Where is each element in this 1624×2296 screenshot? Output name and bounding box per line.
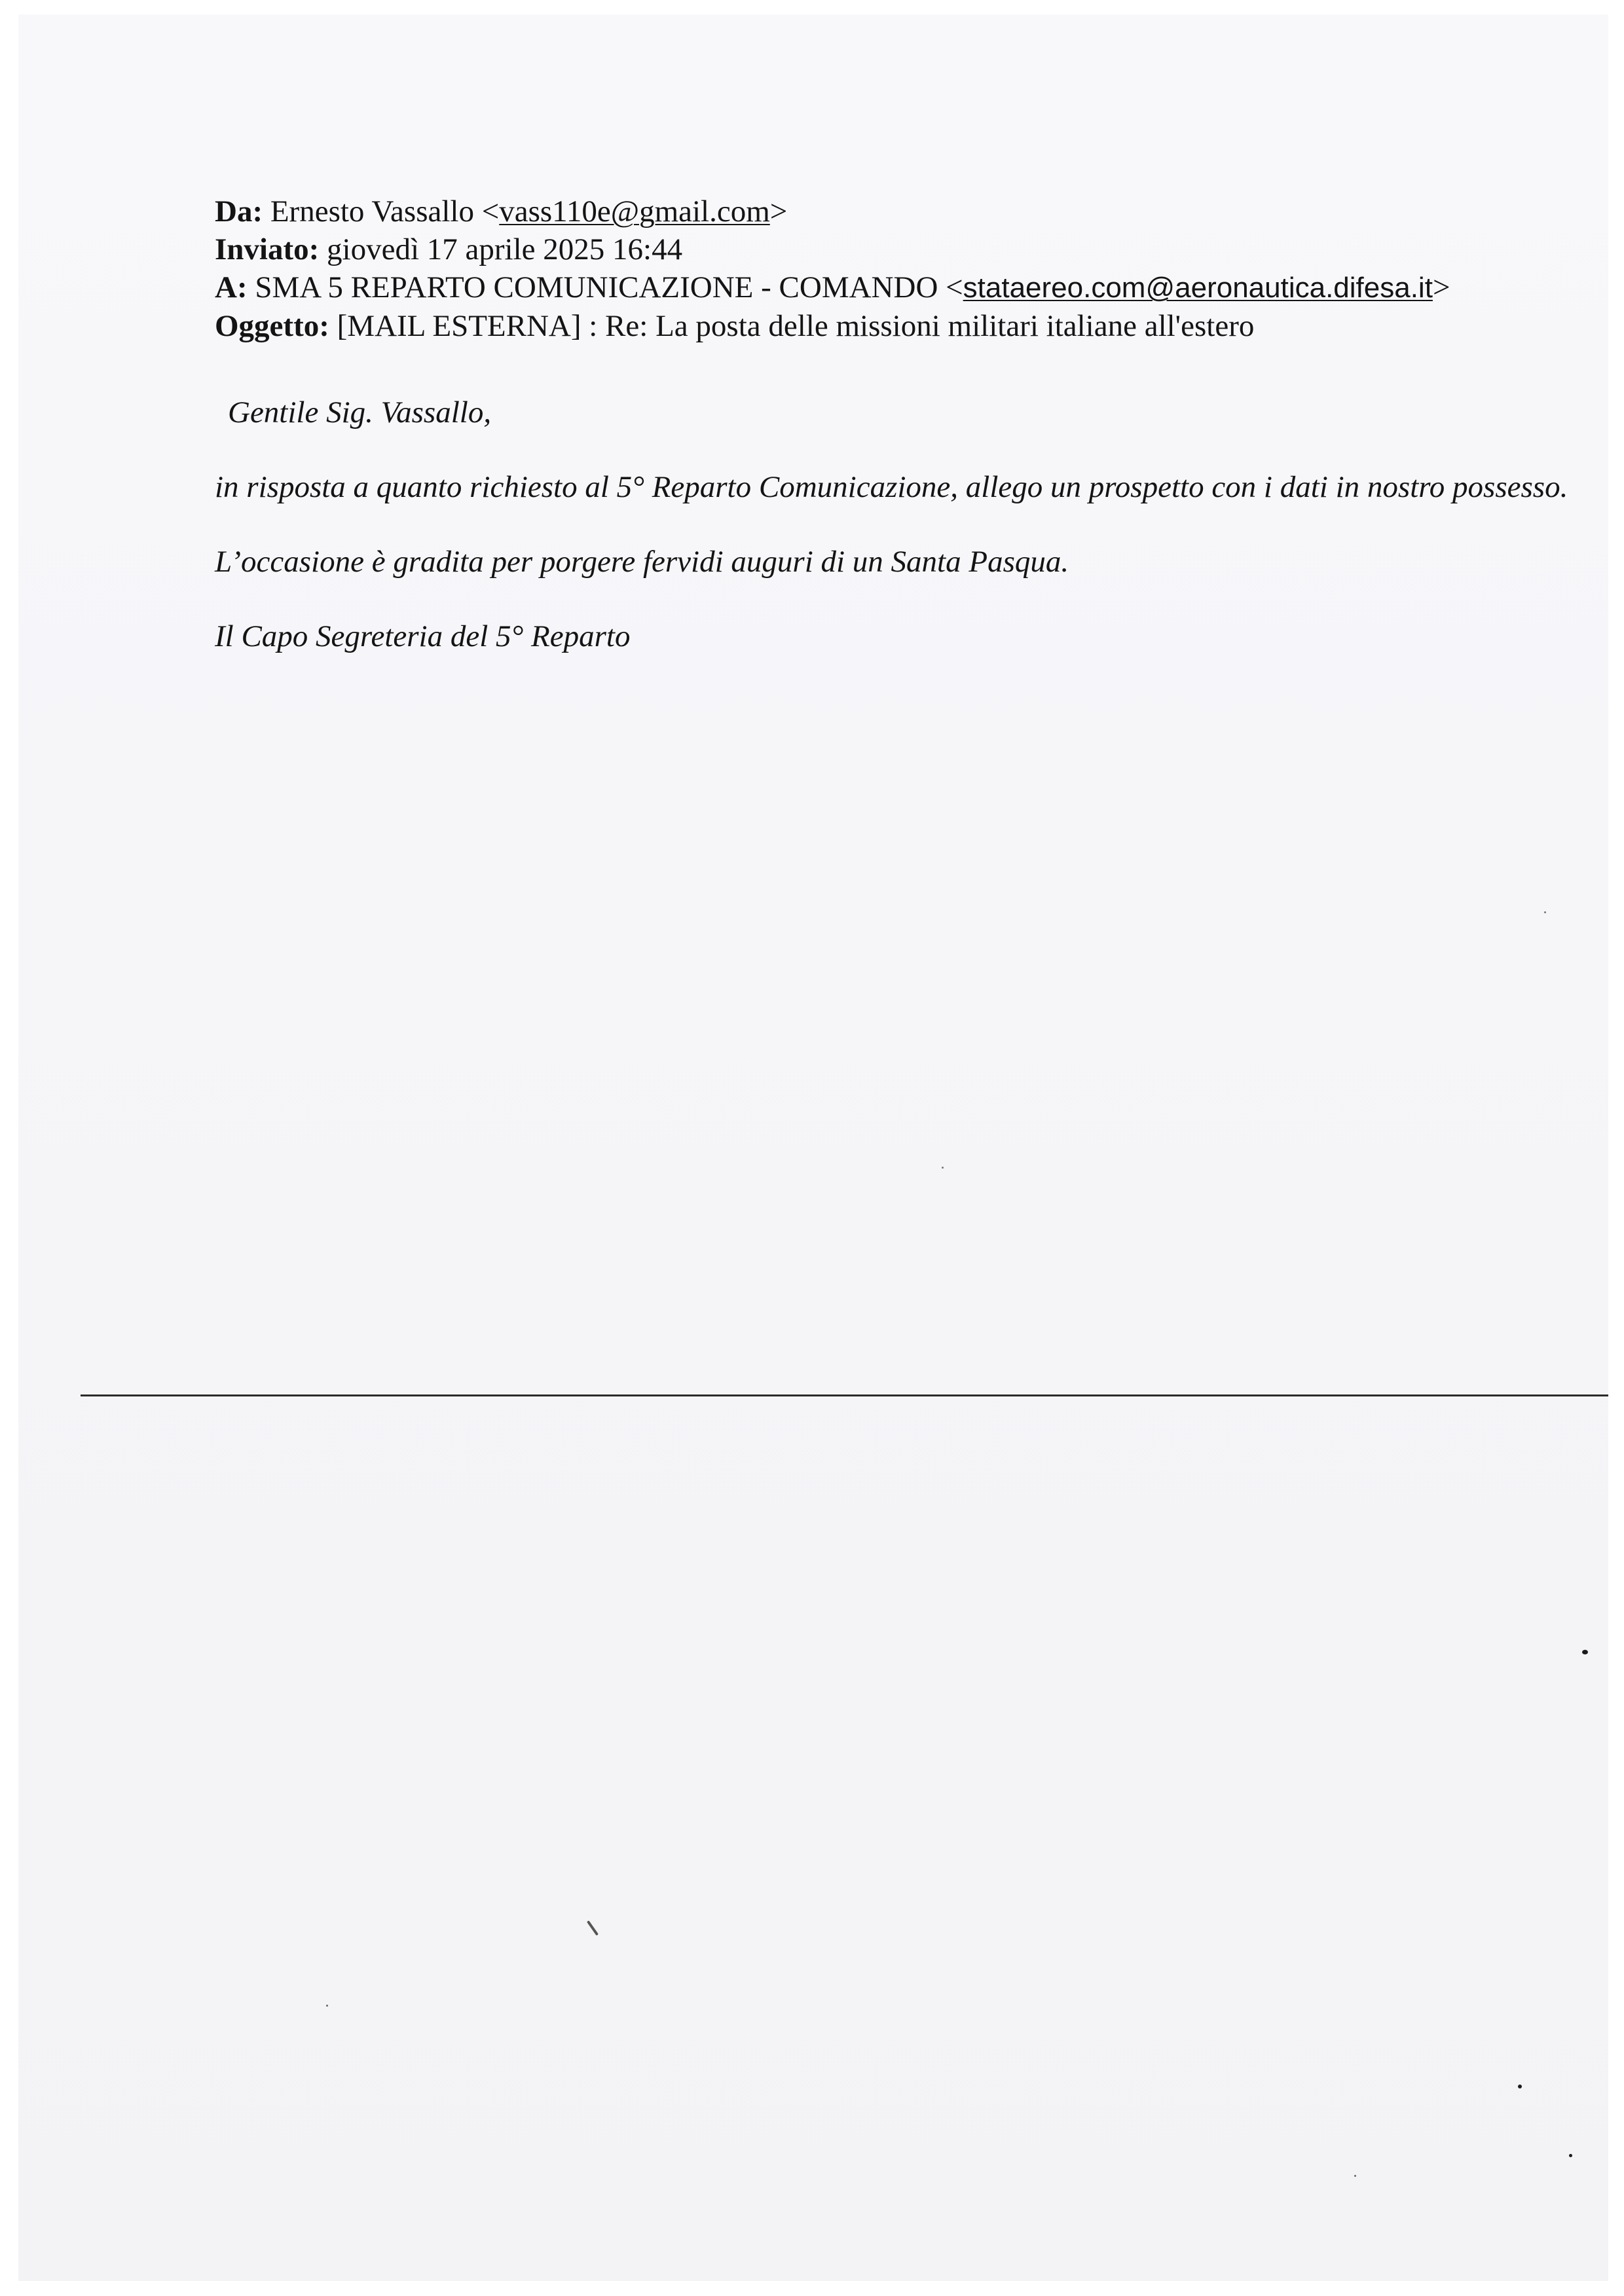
body-paragraph-2: L’occasione è gradita per porgere fervidi auguri di un Santa Pasqua.: [215, 545, 1069, 579]
sent-label: Inviato:: [215, 232, 320, 266]
scan-speck: [1569, 2154, 1572, 2157]
from-line: [215, 192, 1590, 230]
scanned-page: [18, 14, 1608, 2281]
signature: Il Capo Segreteria del 5° Reparto: [215, 619, 631, 653]
subject-value: [MAIL ESTERNA] : Re: La posta delle missioni militari italiane all'estero: [337, 309, 1255, 343]
to-name: SMA 5 REPARTO COMUNICAZIONE - COMANDO: [255, 270, 938, 304]
scan-speck: [942, 1167, 944, 1169]
greeting: Gentile Sig. Vassallo,: [228, 395, 492, 429]
to-label: A:: [215, 270, 248, 304]
subject-label: Oggetto:: [215, 309, 329, 343]
to-email-close-bracket: >: [1432, 270, 1450, 304]
scan-speck: [1354, 2175, 1356, 2177]
from-name: Ernesto Vassallo: [270, 194, 474, 228]
scan-speck: [1582, 1650, 1588, 1654]
to-line: [215, 268, 1590, 307]
scan-speck: [587, 1920, 599, 1936]
from-email-open-bracket: <: [481, 194, 500, 228]
from-label: Da:: [215, 194, 263, 228]
to-email-open-bracket: <: [946, 270, 963, 304]
email-header: [215, 192, 1590, 345]
sent-line: [215, 230, 1590, 268]
to-email[interactable]: stataereo.com@aeronautica.difesa.it: [963, 272, 1433, 304]
subject-line: [215, 307, 1590, 345]
sent-value: giovedì 17 aprile 2025 16:44: [327, 232, 683, 266]
body-paragraph-1: in risposta a quanto richiesto al 5° Reparto Comunicazione, allego un prospetto con i dati in nostro possesso.: [215, 470, 1568, 504]
scan-speck: [1518, 2085, 1522, 2088]
from-email-close-bracket: >: [769, 194, 788, 228]
scan-speck: [1544, 911, 1546, 913]
scan-speck: [326, 2005, 328, 2007]
from-email[interactable]: vass110e@gmail.com: [499, 194, 770, 228]
email-body: [215, 393, 1577, 656]
fold-line: [81, 1394, 1608, 1396]
